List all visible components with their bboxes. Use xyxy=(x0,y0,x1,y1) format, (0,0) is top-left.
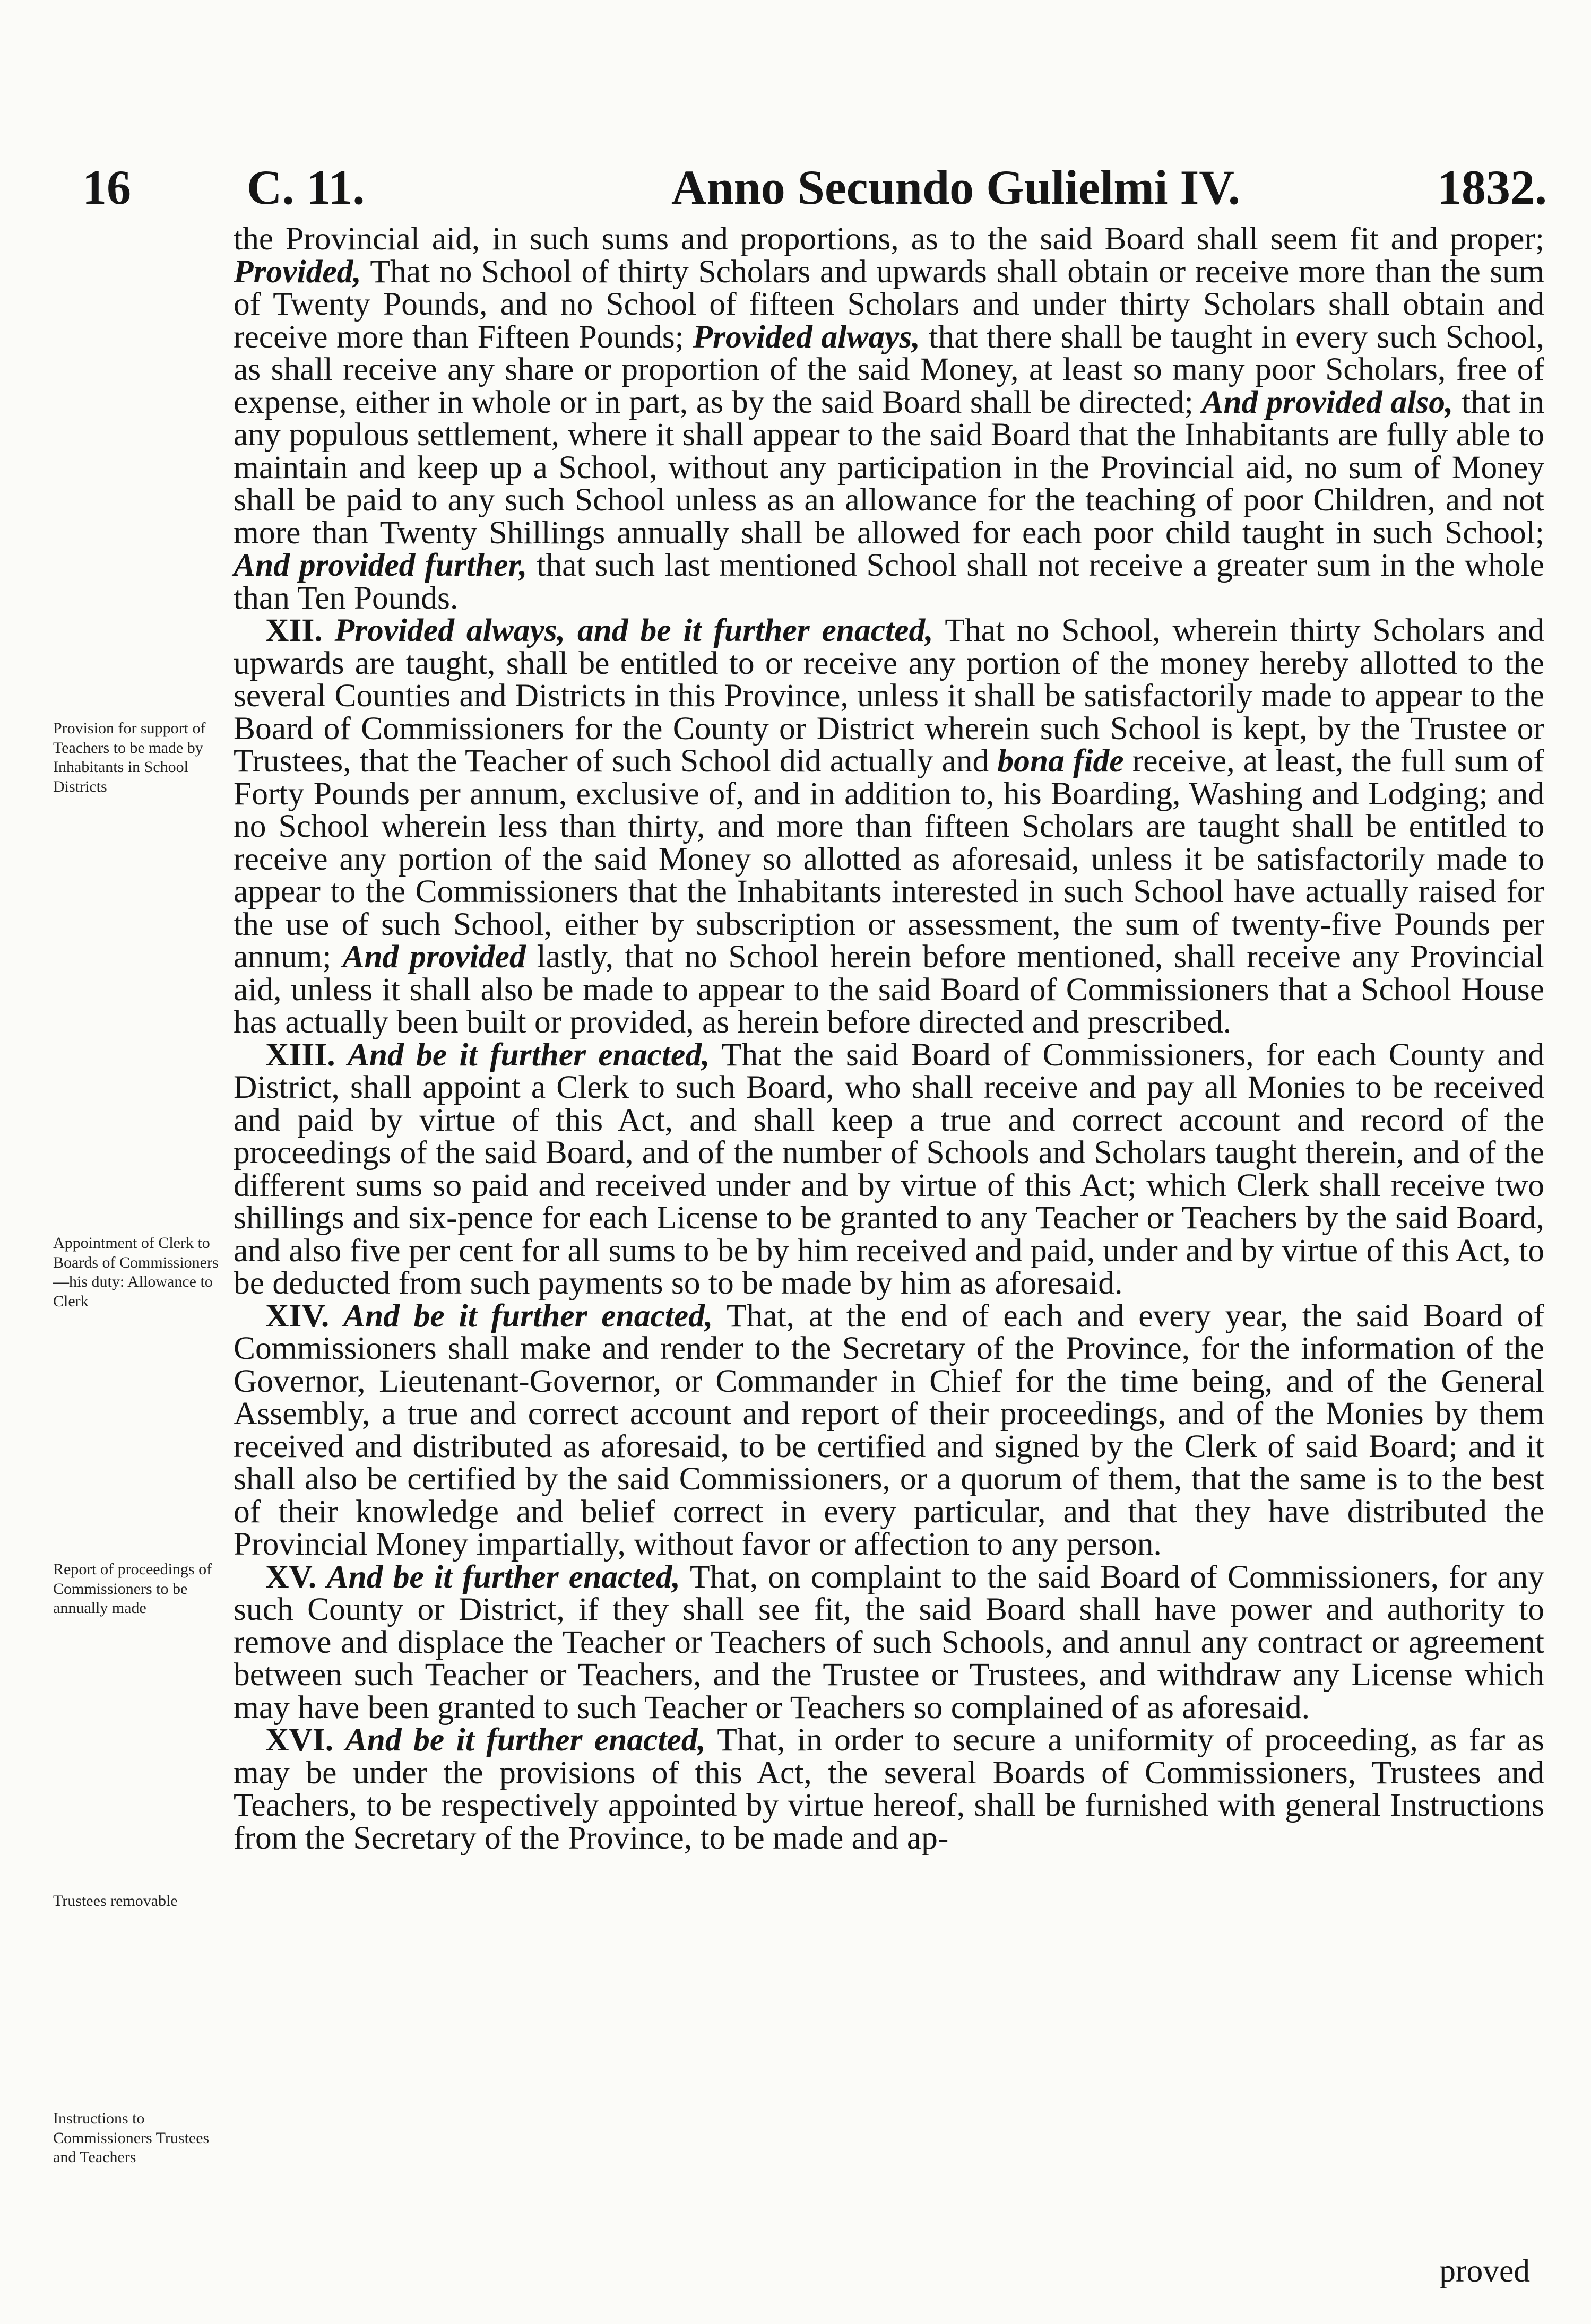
margin-note-provision-for-teachers: Provision for support of Teachers to be made by Inhabitants in School Districts xyxy=(53,719,206,795)
section-xiv xyxy=(234,1297,1545,1562)
text-run: receive, at least, the full sum of Forty Pounds per annum, exclusive of, and in addition to, his Boarding, Washing and Lodging; and no School wherein less than thirty, and more than fifteen Scholars are taught shall be entitled to receive any portion of the said Money so allotted as aforesaid, unless it be satisfactorily made to appear to the Commissioners that the Inhabitants interested in such School have actually raised for the use of such School, either by subscription or assessment, the sum of twenty-five Pounds per annum; xyxy=(234,743,1544,975)
running-title: Anno Secundo Gulielmi IV. xyxy=(671,160,1240,214)
text-run: That, in order to secure a uniformity of proceeding, as far as may be under the provisions of this Act, the several Boards of Commissioners, Trustees and Teachers, to be respectively appointed by virtue hereof, shall be furnished with general Instructions from the Secretary of the Province, to be made and ap- xyxy=(234,1722,1544,1856)
text-run: the Provincial aid, in such sums and proportions, as to the said Board shall seem fit and proper; xyxy=(234,221,1544,257)
text-run: That the said Board of Commissioners, for each County and District, shall appoint a Clerk to such Board, who shall receive and pay all Monies to be received and paid by virtue of this Act, and shall keep a true and correct account and record of the proceedings of the said Board, and of the number of Schools and Scholars taught therein, and of the different sums so paid and received under and by virtue of this Act; which Clerk shall receive two shillings and six-pence for each License to be granted to any Teacher or Teachers by the said Board, and also five per cent for all sums to be by him received and paid, under and by virtue of this Act, to be deducted from such payments so to be made by him as aforesaid. xyxy=(234,1036,1545,1301)
page-year: 1832. xyxy=(1437,160,1547,214)
enacting-clause: Provided always, and be it further enacted, xyxy=(334,612,933,648)
text-run: That no School, wherein thirty Scholars and upwards are taught, shall be entitled to or receive any portion of the money hereby allotted to the several Counties and Districts in this Province, unless it shall be satisfactorily made to appear to the Board of Commissioners for the County or District wherein such School is kept, by the Trustee or Trustees, that the Teacher of such School did actually and xyxy=(234,612,1544,779)
enacting-clause: And be it further enacted, xyxy=(343,1297,713,1334)
text-run: That, on complaint to the said Board of Commissioners, for any such County or District, if they shall see fit, the said Board shall have power and authority to remove and displace the Teacher or Teachers of such Schools, and annul any contract or agreement between such Teacher or Teachers, and the Trustee or Trustees, and withdraw any License which may have been granted to such Teacher or Teachers so complained of as aforesaid. xyxy=(234,1558,1545,1725)
text-run: that there shall be taught in every such School, as shall receive any share or proportion of the said Money, at least so many poor Scholars, free of expense, either in whole or in part, as by the said Board shall be directed; xyxy=(234,318,1544,420)
enacting-clause: And be it further enacted, xyxy=(326,1558,680,1595)
catchword: proved xyxy=(1439,2253,1530,2289)
italic-proviso: And provided xyxy=(342,939,526,975)
paragraph-continuation xyxy=(234,223,1544,614)
text-run: that such last mentioned School shall not receive a greater sum in the whole than Ten Pounds. xyxy=(234,547,1544,616)
section-xii xyxy=(234,614,1544,1039)
italic-proviso: And provided further, xyxy=(234,547,528,583)
italic-proviso: Provided always, xyxy=(693,318,920,355)
section-number: XII. xyxy=(265,612,323,648)
chapter-number: C. 11. xyxy=(247,160,365,214)
margin-note-report-of-proceedings: Report of proceedings of Commissioners to be annually made xyxy=(53,1560,212,1617)
italic-phrase: bona fide xyxy=(997,743,1124,779)
running-header xyxy=(82,159,1547,218)
section-number: XVI. xyxy=(265,1722,334,1758)
corner-pencil-mark xyxy=(2,0,11,42)
body-text xyxy=(234,223,1544,1854)
section-number: XIII. xyxy=(265,1036,335,1073)
enacting-clause: And be it further enacted, xyxy=(345,1722,706,1758)
text-run: That, at the end of each and every year, the said Board of Commissioners shall make and render to the Secretary of the Province, for the information of the Governor, Lieutenant-Governor, or Commander in Chief for the time being, and of the General Assembly, a true and correct account and report of their proceedings, and of the Monies by them received and distributed as aforesaid, to be certified and signed by the Clerk of said Board; and it shall also be certified by the said Commissioners, or a quorum of them, that the same is to the best of their knowledge and belief correct in every particular, and that they have distributed the Provincial Money impartially, without favor or affection to any person. xyxy=(234,1297,1545,1562)
section-number: XIV. xyxy=(265,1297,330,1334)
text-run: lastly, that no School herein before mentioned, shall receive any Provincial aid, unless it shall also be made to appear to the said Board of Commissioners that a School House has actually been built or provided, as herein before directed and prescribed. xyxy=(234,939,1544,1040)
margin-note-instructions: Instructions to Commissioners Trustees and Teachers xyxy=(53,2110,210,2166)
text-run: That no School of thirty Scholars and upwards shall obtain or receive more than the sum of Twenty Pounds, and no School of fifteen Scholars and under thirty Scholars shall obtain and receive more than Fifteen Pounds; xyxy=(234,253,1544,355)
text-run: that in any populous settlement, where it shall appear to the said Board that the Inhabitants are fully able to maintain and keep up a School, without any participation in the Provincial aid, no sum of Money shall be paid to any such School unless as an allowance for the teaching of poor Children, and not more than Twenty Shillings annually shall be allowed for each poor child taught in such School; xyxy=(234,384,1544,551)
section-number: XV. xyxy=(265,1558,317,1595)
italic-proviso: Provided, xyxy=(234,253,361,290)
enacting-clause: And be it further enacted, xyxy=(347,1036,710,1073)
section-xiii xyxy=(234,1036,1545,1301)
section-xvi xyxy=(234,1724,1544,1854)
margin-note-appointment-of-clerk: Appointment of Clerk to Boards of Commissioners—his duty: Allowance to Clerk xyxy=(53,1234,219,1310)
section-xv xyxy=(234,1558,1545,1725)
margin-note-trustees-removable: Trustees removable xyxy=(53,1892,178,1910)
page-number: 16 xyxy=(82,160,131,214)
italic-proviso: And provided also, xyxy=(1201,384,1454,420)
